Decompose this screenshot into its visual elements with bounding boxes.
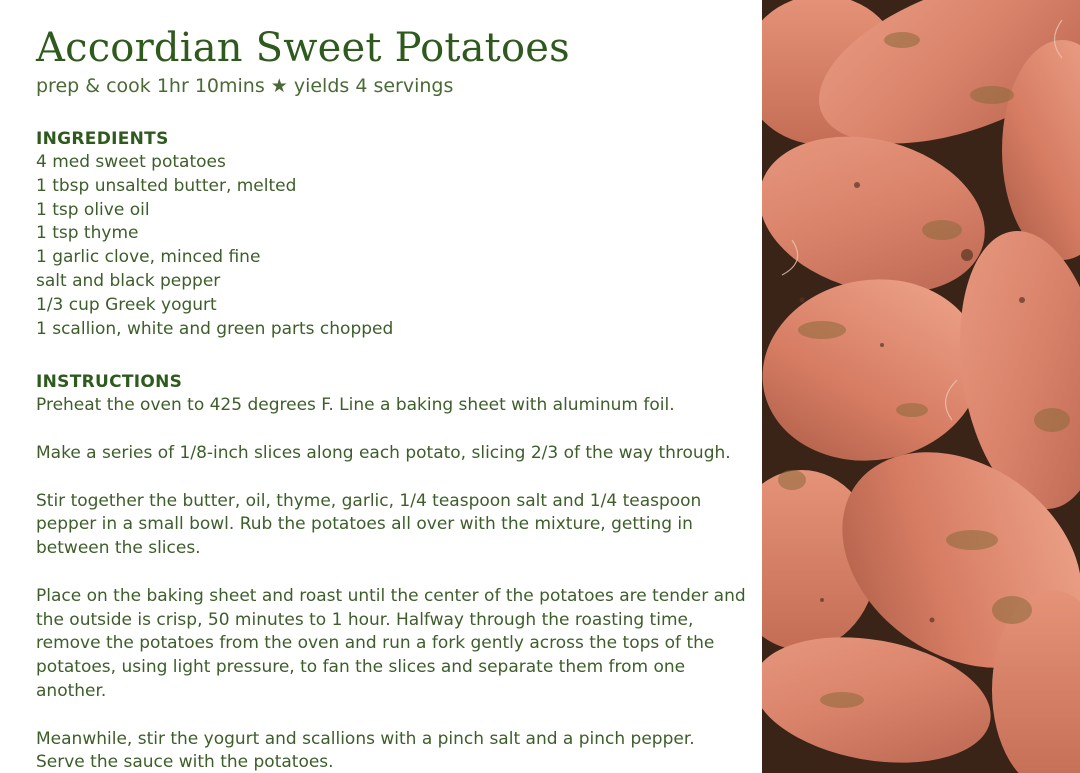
- ingredient-item: 1 tsp thyme: [36, 223, 139, 244]
- ingredient-item: 4 med sweet potatoes: [36, 152, 226, 172]
- ingredient-item: 1 scallion, white and green parts chopped: [36, 318, 394, 339]
- recipe-title: Accordian Sweet Potatoes: [36, 25, 570, 71]
- ingredients-list: [36, 151, 746, 341]
- instruction-step: Place on the baking sheet and roast until the center of the potatoes are tender and the outside is crisp, 50 minutes to 1 hour. Halfway through the roasting time, remove the potatoes from the oven and run a fork gently across the tops of the potatoes, using light pressure, to fan the slices and separate them from one another.: [36, 585, 746, 701]
- instruction-step: Meanwhile, stir the yogurt and scallions with a pinch salt and a pinch pepper. Serve the sauce with the potatoes.: [36, 728, 695, 773]
- recipe-text-column: [36, 22, 746, 773]
- instruction-step: Stir together the butter, oil, thyme, garlic, 1/4 teaspoon salt and 1/4 teaspoon pepper in a small bowl. Rub the potatoes all over with the mixture, getting in between the slices.: [36, 490, 702, 559]
- sweet-potatoes-illustration: [762, 0, 1080, 773]
- ingredient-item: 1 garlic clove, minced fine: [36, 247, 261, 268]
- instruction-step: Preheat the oven to 425 degrees F. Line a baking sheet with aluminum foil.: [36, 395, 675, 416]
- ingredients-heading: INGREDIENTS: [36, 129, 169, 149]
- instructions-heading: INSTRUCTIONS: [36, 372, 183, 393]
- ingredient-item: 1 tbsp unsalted butter, melted: [36, 175, 297, 196]
- instructions-list: [36, 394, 746, 773]
- ingredient-item: salt and black pepper: [36, 270, 221, 291]
- ingredient-item: 1/3 cup Greek yogurt: [36, 294, 217, 315]
- instruction-step: Make a series of 1/8-inch slices along each potato, slicing 2/3 of the way through.: [36, 442, 731, 463]
- recipe-subtitle: prep & cook 1hr 10mins ★ yields 4 servings: [36, 75, 454, 97]
- sweet-potatoes-photo: [762, 0, 1080, 773]
- ingredient-item: 1 tsp olive oil: [36, 199, 150, 220]
